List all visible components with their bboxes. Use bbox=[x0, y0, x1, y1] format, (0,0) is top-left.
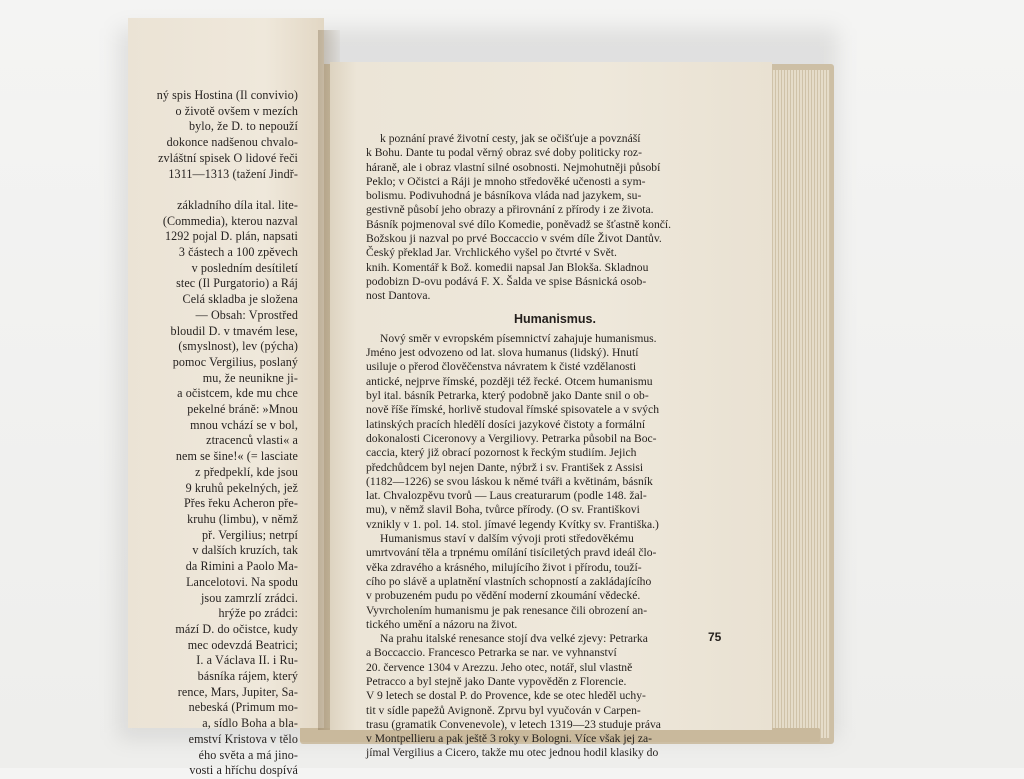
left-text-line: (Commedia), kterou nazval bbox=[162, 213, 298, 228]
left-text-line: — Obsah: Vprostřed bbox=[195, 307, 298, 322]
left-text-line: da Rimini a Paolo Ma- bbox=[185, 559, 298, 574]
left-page bbox=[128, 18, 324, 778]
left-text-line: v dalších kruzích, tak bbox=[192, 543, 298, 558]
text-line: gestivně působí jeho obrazy a přirovnání z přírody i ze života. bbox=[366, 203, 654, 217]
page-stack-edge bbox=[770, 70, 830, 738]
paragraph-dante-summary bbox=[366, 132, 744, 304]
text-line: antické, nejprve římské, později též řecké. Otcem humanismu bbox=[366, 374, 653, 388]
text-line: předchůdcem byl nejen Dante, nýbrž i sv. František z Assisi bbox=[366, 460, 644, 474]
left-text-line: dokonce nadšenou chvalo- bbox=[166, 135, 298, 150]
text-line: lat. Chvalozpěvu tvorů — Laus creaturarum (podle 148. žal- bbox=[366, 489, 647, 503]
text-line: bolismu. Podivuhodná je básníkova vláda nad jazykem, su- bbox=[366, 189, 642, 203]
text-line: vznikly v 1. pol. 14. stol. jímavé legendy Kvítky sv. Františka.) bbox=[366, 517, 659, 531]
text-line: v probuzeném pudu po vědění moderní zkoumání vědecké. bbox=[366, 589, 641, 603]
text-line: Český překlad Jar. Vrchlického vyšel po čtvrté v Svět. bbox=[366, 246, 617, 260]
text-line: mu), v němž slavil Boha, tvůrce přírody. (O sv. Františkovi bbox=[366, 503, 640, 517]
text-line: Na prahu italské renesance stojí dva velké zjevy: Petrarka bbox=[380, 632, 648, 646]
left-text-line: mází D. do očistce, kudy bbox=[175, 621, 298, 636]
text-line: nost Dantova. bbox=[366, 289, 431, 303]
left-text-line: bylo, že D. to nepouží bbox=[188, 119, 298, 134]
text-line: Nový směr v evropském písemnictví zahajuje humanismus. bbox=[380, 331, 657, 345]
left-text-line: hrýže po zrádci: bbox=[218, 606, 298, 621]
left-text-line: zvláštní spisek O lidové řeči bbox=[158, 150, 298, 165]
left-text-line: mnou vchází se v bol, bbox=[190, 417, 298, 432]
left-text-line: Přes řeku Acheron pře- bbox=[183, 496, 298, 511]
left-text-line: jsou zamrzlí zrádci. bbox=[200, 590, 298, 605]
left-text-line: a očistcem, kde mu chce bbox=[177, 386, 298, 401]
left-text-line: v posledním desítiletí bbox=[191, 260, 298, 275]
left-text-line: základního díla ital. lite- bbox=[177, 197, 298, 212]
left-text-line: I. a Václava II. i Ru- bbox=[196, 653, 298, 668]
left-text-line: a, sídlo Boha a bla- bbox=[202, 716, 298, 731]
text-line: trasu (gramatik Convenevole), v letech 1319—23 studuje práva bbox=[366, 717, 661, 731]
text-line: v Montpellieru a pak ještě 3 roky v Bologni. Více však jej za- bbox=[366, 732, 653, 746]
left-text-line bbox=[128, 182, 298, 198]
left-text-line: Celá skladba je složena bbox=[182, 292, 298, 307]
left-text-line: 1292 pojal D. plán, napsati bbox=[164, 229, 298, 244]
text-line: V 9 letech se dostal P. do Provence, kde se otec hleděl uchy- bbox=[366, 689, 646, 703]
left-text-line: vosti a hříchu dospívá bbox=[189, 763, 298, 778]
left-text-line: bloudil D. v tmavém lese, bbox=[170, 323, 298, 338]
text-line: k Bohu. Dante tu podal věrný obraz své doby politicky roz- bbox=[366, 146, 642, 160]
left-text-line: 1311—1313 (tažení Jindř- bbox=[168, 166, 298, 181]
text-line: Jméno jest odvozeno od lat. slova humanus (lidský). Hnutí bbox=[366, 346, 639, 360]
right-page-text bbox=[366, 132, 744, 761]
left-text-line: pomoc Vergilius, poslaný bbox=[172, 354, 298, 369]
text-line: knih. Komentář k Bož. komedii napsal Jan Blokša. Skladnou bbox=[366, 260, 649, 274]
left-text-line: mec odevzdá Beatrici; bbox=[187, 637, 298, 652]
text-line: cího po slávě a uplatnění vlastních schopností a zakládajícího bbox=[366, 574, 652, 588]
text-line: tit v sídle papežů Avignoně. Zprvu byl vyučován v Carpen- bbox=[366, 703, 641, 717]
text-line: Básník pojmenoval své dílo Komedie, poněvadž se šťastně končí. bbox=[366, 217, 672, 231]
text-line: věka zdravého a krásného, milujícího život i přírodu, touží- bbox=[366, 560, 642, 574]
text-line: Vyvrcholením humanismu je pak renesance čili obrození an- bbox=[366, 603, 648, 617]
left-text-line: emství Kristova v tělo bbox=[188, 731, 298, 746]
left-text-line: 9 kruhů pekelných, jež bbox=[185, 480, 298, 495]
text-line: Peklo; v Očistci a Ráji je mnoho středověké učenosti a sym- bbox=[366, 174, 646, 188]
left-text-line: př. Vergilius; netrpí bbox=[201, 527, 298, 542]
text-line: umrtvování těla a trpnému omílání tisíciletých pravd ideál člo- bbox=[366, 546, 657, 560]
text-line: byl ital. básník Petrarka, který podobně jako Dante snil o ob- bbox=[366, 389, 649, 403]
text-line: k poznání pravé životní cesty, jak se očišťuje a povznáší bbox=[380, 132, 641, 145]
left-text-line: ého světa a má jino- bbox=[198, 747, 298, 762]
left-text-line: ný spis Hostina (Il convivio) bbox=[156, 88, 298, 102]
left-text-line: Lancelotovi. Na spodu bbox=[186, 574, 298, 589]
left-text-line: z předpeklí, kde jsou bbox=[195, 464, 298, 479]
left-text-line: stec (Il Purgatorio) a Ráj bbox=[176, 276, 298, 291]
section-heading: Humanismus. bbox=[514, 311, 596, 326]
text-line: (1182—1226) se svou láskou k němé tváři a květinám, básník bbox=[366, 474, 653, 488]
text-line: tického umění a názoru na život. bbox=[366, 617, 518, 631]
text-line: dokonalosti Ciceronovy a Vergiliovy. Petrarka působil na Boc- bbox=[366, 431, 657, 445]
text-line: Božskou ji nazval po prvé Boccaccio v svém díle Život Dantův. bbox=[366, 232, 662, 246]
left-text-line: (smyslnost), lev (pýcha) bbox=[178, 339, 298, 354]
right-page bbox=[330, 62, 772, 760]
left-text-line: o životě ovšem v mezích bbox=[175, 103, 298, 118]
text-line: 20. července 1304 v Arezzu. Jeho otec, notář, slul vlastně bbox=[366, 660, 633, 674]
left-text-line: ztracenců vlasti« a bbox=[206, 433, 298, 448]
left-text-line: rence, Mars, Jupiter, Sa- bbox=[177, 684, 298, 699]
left-page-text bbox=[128, 88, 298, 779]
left-text-line: nem se šine!« (= lasciate bbox=[175, 449, 298, 464]
text-line: nově říše římské, horlivě studoval římské spisovatele a v svých bbox=[366, 403, 660, 417]
paragraph-petrarka bbox=[366, 632, 744, 761]
left-text-line: kruhu (limbu), v němž bbox=[187, 511, 298, 526]
paragraph-humanism-intro bbox=[366, 332, 744, 532]
text-line: caccia, který již obrací pozornost k řeckým studiím. Jejich bbox=[366, 446, 637, 460]
text-line: podobizn D-ovu podává F. X. Šalda ve spise Básnická osob- bbox=[366, 274, 647, 288]
left-text-line: mu, že neunikne ji- bbox=[202, 370, 298, 385]
text-line: usiluje o přerod člověčenstva návratem k čisté vzdělanosti bbox=[366, 360, 637, 374]
text-line: Petracco a byl stejně jako Dante vypověděn z Florencie. bbox=[366, 674, 627, 688]
text-line: a Boccaccio. Francesco Petrarka se nar. ve vyhnanství bbox=[366, 646, 617, 660]
text-line: latinských pracích hledělí dosíci jazykové čistoty a formální bbox=[366, 417, 646, 431]
paragraph-humanism-ideal bbox=[366, 532, 744, 632]
left-text-line: pekelné bráně: »Mnou bbox=[187, 402, 298, 417]
left-text-line: básníka rájem, který bbox=[197, 669, 298, 684]
text-line: Humanismus staví v dalším vývoji proti středověkému bbox=[380, 532, 634, 546]
text-line: háraně, ale i obraz vlastní silné osobnosti. Nejmohutněji působí bbox=[366, 160, 661, 174]
left-text-line: 3 částech a 100 zpěvech bbox=[178, 245, 298, 260]
text-line: jímal Vergilius a Cicero, takže mu otec jednou hodil klasiky do bbox=[366, 746, 659, 760]
left-text-line: nebeská (Primum mo- bbox=[188, 700, 298, 715]
page-number: 75 bbox=[708, 630, 722, 644]
